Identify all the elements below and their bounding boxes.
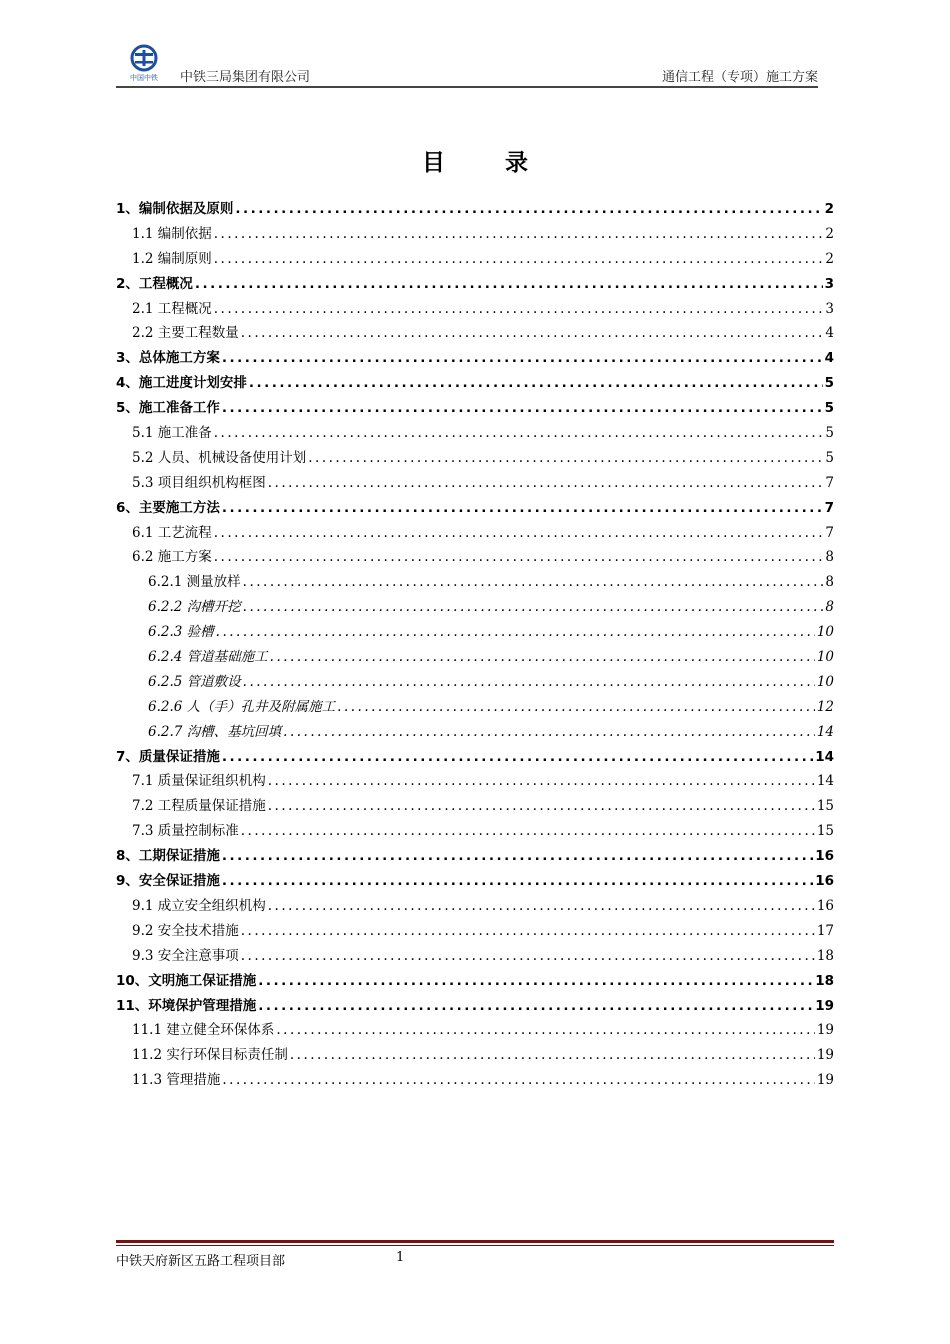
toc-entry[interactable] — [116, 346, 834, 371]
toc-entry[interactable] — [116, 570, 834, 595]
toc-entry-page: 5 — [825, 449, 834, 466]
toc-entry-label: 11.2 实行环保目标责任制 — [132, 1047, 288, 1064]
toc-dot-leader — [268, 769, 815, 794]
toc-entry-page: 19 — [816, 1072, 834, 1089]
toc-entry-label: 2、工程概况 — [116, 275, 193, 292]
toc-entry-page: 4 — [825, 325, 834, 342]
toc-dot-leader — [243, 570, 824, 595]
toc-dot-leader — [241, 321, 824, 346]
toc-entry-label: 11.1 建立健全环保体系 — [132, 1022, 275, 1039]
toc-entry-page: 8 — [825, 599, 834, 616]
toc-dot-leader — [214, 521, 824, 546]
toc-entry-page: 2 — [824, 201, 834, 217]
toc-dot-leader — [222, 496, 823, 521]
toc-dot-leader — [241, 819, 815, 844]
toc-entry[interactable] — [116, 1068, 834, 1093]
toc-entry[interactable] — [116, 819, 834, 844]
toc-dot-leader — [268, 794, 815, 819]
toc-entry-label: 6.2 施工方案 — [132, 549, 212, 566]
toc-entry-page: 10 — [816, 649, 834, 666]
toc-entry-page: 18 — [816, 947, 834, 964]
toc-entry-label: 6.2.4 管道基础施工 — [148, 649, 268, 666]
toc-entry[interactable] — [116, 670, 834, 695]
toc-entry[interactable] — [116, 794, 834, 819]
toc-entry-page: 18 — [815, 972, 834, 989]
toc-entry-label: 4、施工进度计划安排 — [116, 375, 247, 392]
toc-entry[interactable] — [116, 994, 834, 1019]
toc-entry[interactable] — [116, 197, 834, 222]
toc-entry-label: 6.2.2 沟槽开挖 — [148, 599, 241, 616]
toc-entry-page: 5 — [825, 425, 834, 442]
toc-entry-label: 6.2.7 沟槽、基坑回填 — [148, 723, 282, 740]
toc-entry-page: 8 — [825, 549, 834, 566]
toc-entry-label: 9、安全保证措施 — [116, 873, 220, 890]
toc-heading: 目 录 — [421, 149, 554, 176]
toc-entry[interactable] — [116, 919, 834, 944]
toc-dot-leader — [337, 695, 815, 720]
toc-entry[interactable] — [116, 496, 834, 521]
toc-dot-leader — [214, 222, 824, 247]
toc-dot-leader — [283, 720, 815, 745]
toc-entry-label: 7.3 质量控制标准 — [132, 823, 239, 840]
toc-dot-leader — [290, 1043, 815, 1068]
toc-entry[interactable] — [116, 222, 834, 247]
toc-dot-leader — [241, 919, 815, 944]
toc-entry-label: 5.3 项目组织机构框图 — [132, 474, 266, 491]
toc-entry[interactable] — [116, 695, 834, 720]
toc-entry-label: 9.3 安全注意事项 — [132, 947, 239, 964]
toc-entry-page: 14 — [815, 748, 834, 765]
toc-entry-page: 2 — [825, 250, 834, 267]
toc-dot-leader — [235, 197, 822, 222]
toc-dot-leader — [222, 869, 813, 894]
page-header — [116, 42, 818, 90]
toc-dot-leader — [241, 944, 815, 969]
toc-dot-leader — [243, 595, 824, 620]
toc-entry-label: 6.2.5 管道敷设 — [148, 673, 241, 690]
toc-dot-leader — [308, 446, 823, 471]
page-number: 1 — [396, 1250, 405, 1265]
toc-entry-label: 5.1 施工准备 — [132, 425, 212, 442]
toc-entry[interactable] — [116, 371, 834, 396]
toc-entry-label: 11、环境保护管理措施 — [116, 997, 257, 1014]
toc-entry-page: 15 — [816, 798, 834, 815]
toc-entry[interactable] — [116, 869, 834, 894]
toc-dot-leader — [222, 844, 813, 869]
table-of-contents — [116, 197, 834, 1093]
toc-entry-label: 5.2 人员、机械设备使用计划 — [132, 449, 307, 466]
toc-entry[interactable] — [116, 944, 834, 969]
toc-entry[interactable] — [116, 545, 834, 570]
toc-entry[interactable] — [116, 769, 834, 794]
toc-entry[interactable] — [116, 421, 834, 446]
footer-divider-thin — [116, 1245, 834, 1246]
toc-dot-leader — [258, 994, 813, 1019]
toc-dot-leader — [268, 894, 815, 919]
company-name: 中铁三局集团有限公司 — [180, 70, 311, 85]
toc-entry-page: 19 — [816, 1047, 834, 1064]
toc-entry-page: 12 — [816, 698, 834, 715]
page-footer — [116, 1240, 834, 1270]
toc-entry-page: 7 — [825, 474, 834, 491]
toc-entry-page: 16 — [816, 897, 834, 914]
toc-entry-label: 10、文明施工保证措施 — [116, 972, 257, 989]
toc-entry-label: 7、质量保证措施 — [116, 748, 220, 765]
toc-entry-page: 5 — [824, 400, 834, 417]
toc-dot-leader — [249, 371, 823, 396]
toc-entry-label: 6.2.1 测量放样 — [148, 574, 241, 591]
toc-entry-label: 1.1 编制依据 — [132, 225, 212, 242]
toc-entry-label: 7.2 工程质量保证措施 — [132, 798, 266, 815]
toc-entry-label: 8、工期保证措施 — [116, 848, 220, 865]
toc-dot-leader — [268, 471, 824, 496]
toc-dot-leader — [214, 297, 824, 322]
toc-entry-page: 14 — [816, 723, 834, 740]
toc-entry-page: 5 — [824, 375, 834, 392]
toc-entry-label: 9.1 成立安全组织机构 — [132, 897, 266, 914]
footer-project-name: 中铁天府新区五路工程项目部 — [116, 1254, 286, 1269]
toc-entry[interactable] — [116, 1043, 834, 1068]
toc-entry-page: 3 — [824, 275, 834, 292]
document-title: 通信工程（专项）施工方案 — [661, 70, 818, 85]
toc-entry-label: 5、施工准备工作 — [116, 400, 220, 417]
toc-dot-leader — [214, 247, 824, 272]
toc-entry[interactable] — [116, 1018, 834, 1043]
toc-entry[interactable] — [116, 645, 834, 670]
toc-entry-page: 10 — [816, 624, 834, 641]
toc-dot-leader — [270, 645, 815, 670]
toc-entry-label: 1、编制依据及原则 — [116, 201, 234, 217]
toc-entry[interactable] — [116, 620, 834, 645]
toc-entry-page: 3 — [825, 300, 834, 317]
toc-dot-leader — [222, 346, 823, 371]
toc-entry[interactable] — [116, 471, 834, 496]
toc-entry-label: 6.1 工艺流程 — [132, 524, 212, 541]
toc-entry[interactable] — [116, 321, 834, 346]
toc-entry[interactable] — [116, 521, 834, 546]
logo-text: 中国中铁 — [130, 74, 158, 82]
toc-entry-page: 4 — [824, 350, 834, 367]
toc-dot-leader — [276, 1018, 814, 1043]
toc-entry[interactable] — [116, 720, 834, 745]
toc-entry-label: 6、主要施工方法 — [116, 499, 220, 516]
toc-dot-leader — [222, 396, 823, 421]
toc-dot-leader — [258, 969, 813, 994]
toc-entry-label: 7.1 质量保证组织机构 — [132, 773, 266, 790]
crec-logo-icon — [122, 44, 166, 84]
toc-dot-leader — [243, 670, 815, 695]
toc-entry-label: 2.2 主要工程数量 — [132, 325, 239, 342]
toc-entry-label: 11.3 管理措施 — [132, 1072, 221, 1089]
toc-entry[interactable] — [116, 894, 834, 919]
toc-dot-leader — [222, 1068, 814, 1093]
toc-entry-label: 2.1 工程概况 — [132, 300, 212, 317]
toc-entry-page: 2 — [825, 225, 834, 242]
toc-entry-label: 1.2 编制原则 — [132, 250, 212, 267]
toc-entry-label: 3、总体施工方案 — [116, 350, 220, 367]
toc-entry-page: 19 — [816, 1022, 834, 1039]
toc-entry[interactable] — [116, 745, 834, 770]
toc-dot-leader — [214, 545, 824, 570]
toc-entry[interactable] — [116, 297, 834, 322]
toc-entry-page: 14 — [816, 773, 834, 790]
header-divider — [116, 86, 818, 88]
toc-entry-page: 19 — [815, 997, 834, 1014]
toc-entry-page: 8 — [825, 574, 834, 591]
toc-dot-leader — [222, 745, 813, 770]
toc-entry-page: 16 — [815, 848, 834, 865]
toc-entry-page: 10 — [816, 673, 834, 690]
toc-entry-page: 15 — [816, 823, 834, 840]
toc-entry-page: 7 — [824, 499, 834, 516]
toc-entry[interactable] — [116, 969, 834, 994]
toc-entry-label: 9.2 安全技术措施 — [132, 922, 239, 939]
toc-entry[interactable] — [116, 272, 834, 297]
toc-entry-label: 6.2.3 验槽 — [148, 624, 214, 641]
toc-dot-leader — [216, 620, 815, 645]
toc-dot-leader — [195, 272, 823, 297]
toc-entry-label: 6.2.6 人（手）孔井及附属施工 — [148, 698, 336, 715]
toc-entry-page: 17 — [816, 922, 834, 939]
toc-entry[interactable] — [116, 247, 834, 272]
toc-entry[interactable] — [116, 844, 834, 869]
toc-entry-page: 7 — [825, 524, 834, 541]
toc-entry-page: 16 — [815, 873, 834, 890]
footer-divider-thick — [116, 1240, 834, 1243]
toc-dot-leader — [214, 421, 824, 446]
toc-entry[interactable] — [116, 396, 834, 421]
toc-entry[interactable] — [116, 595, 834, 620]
toc-entry[interactable] — [116, 446, 834, 471]
